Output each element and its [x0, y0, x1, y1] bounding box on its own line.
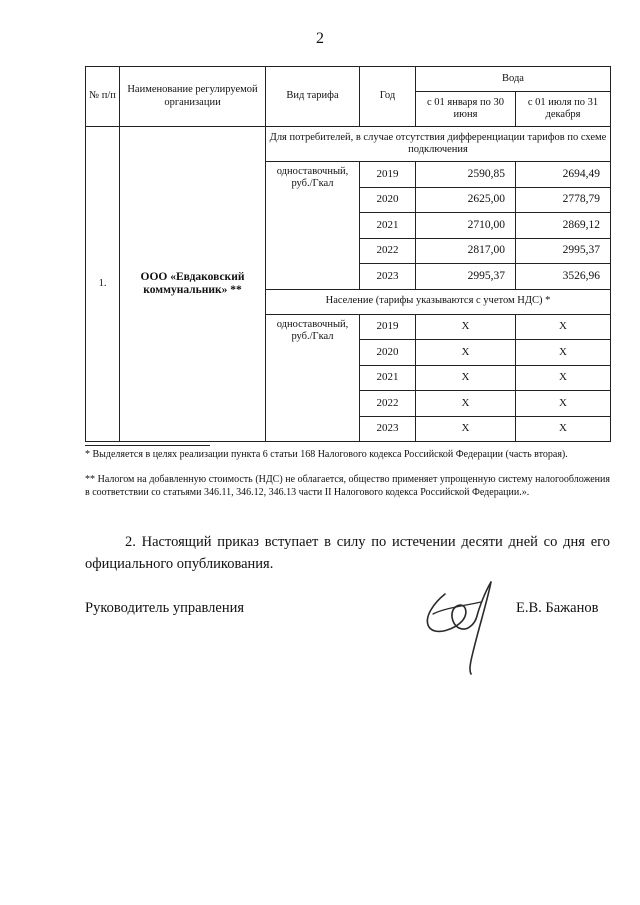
tariff-table [85, 66, 611, 442]
signer-name: Е.В. Бажанов [516, 600, 599, 616]
page-number: 2 [316, 30, 324, 47]
year-cell: 2023 [360, 416, 416, 442]
tariff-value-h1: X [416, 365, 516, 391]
tariff-value-h1: 2625,00 [416, 187, 516, 213]
tariff-value-h1: X [416, 340, 516, 366]
year-cell: 2021 [360, 213, 416, 239]
header-period-1: с 01 января по 30 июня [416, 92, 516, 127]
section-2-tariff-type: одноставочный, руб./Гкал [266, 314, 360, 442]
header-tariff-type: Вид тарифа [266, 67, 360, 127]
section-1-title: Для потребителей, в случае отсутствия дифференциации тарифов по схеме подключения [266, 127, 611, 162]
tariff-value-h1: 2590,85 [416, 162, 516, 188]
year-cell: 2019 [360, 162, 416, 188]
effective-date-paragraph: 2. Настоящий приказ вступает в силу по истечении десяти дней со дня его официального опубликования. [85, 534, 610, 572]
tariff-value-h1: 2710,00 [416, 213, 516, 239]
tariff-value-h2: 2778,79 [516, 187, 611, 213]
year-cell: 2019 [360, 314, 416, 340]
footnote-2: ** Налогом на добавленную стоимость (НДС) не облагается, общество применяет упрощенную систему налогообложения в соответствии со статьями 346.11, 346.12, 346.13 части II Налогового кодекса Российской Федерации.». [85, 474, 610, 499]
tariff-value-h1: X [416, 391, 516, 417]
header-water: Вода [416, 67, 611, 92]
row-number: 1. [86, 127, 120, 442]
signature-icon [415, 572, 510, 677]
tariff-value-h1: X [416, 314, 516, 340]
year-cell: 2021 [360, 365, 416, 391]
tariff-value-h2: 2869,12 [516, 213, 611, 239]
section-1-title-row [86, 127, 611, 162]
tariff-value-h1: 2817,00 [416, 238, 516, 264]
year-cell: 2022 [360, 391, 416, 417]
organization-name: ООО «Евдаковский коммунальник» ** [120, 127, 266, 442]
year-cell: 2020 [360, 187, 416, 213]
signer-title: Руководитель управления [85, 600, 245, 616]
header-period-2: с 01 июля по 31 декабря [516, 92, 611, 127]
tariff-value-h2: 2694,49 [516, 162, 611, 188]
tariff-value-h2: X [516, 416, 611, 442]
section-2-title: Население (тарифы указываются с учетом НДС) * [266, 289, 611, 314]
header-year: Год [360, 67, 416, 127]
tariff-value-h1: X [416, 416, 516, 442]
tariff-value-h1: 2995,37 [416, 264, 516, 290]
tariff-value-h2: X [516, 365, 611, 391]
tariff-value-h2: X [516, 391, 611, 417]
footnote-divider [85, 445, 210, 446]
year-cell: 2022 [360, 238, 416, 264]
section-1-tariff-type: одноставочный, руб./Гкал [266, 162, 360, 290]
tariff-value-h2: 3526,96 [516, 264, 611, 290]
tariff-value-h2: X [516, 314, 611, 340]
year-cell: 2020 [360, 340, 416, 366]
tariff-value-h2: X [516, 340, 611, 366]
header-row [86, 67, 611, 92]
header-num: № п/п [86, 67, 120, 127]
footnote-1: * Выделяется в целях реализации пункта 6 статьи 168 Налогового кодекса Российской Федерации (часть вторая). [85, 449, 568, 460]
year-cell: 2023 [360, 264, 416, 290]
tariff-value-h2: 2995,37 [516, 238, 611, 264]
header-organization: Наименование регулируемой организации [120, 67, 266, 127]
